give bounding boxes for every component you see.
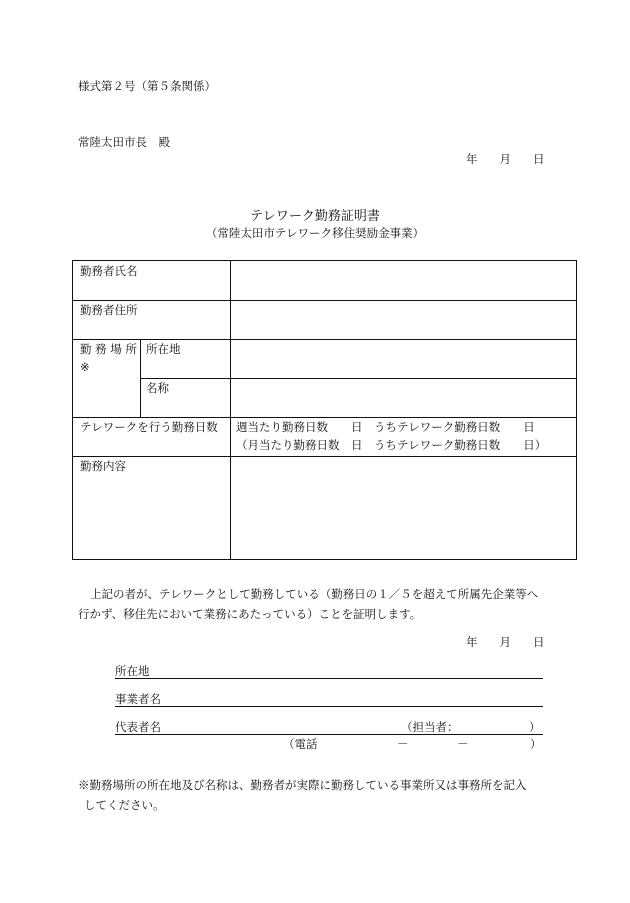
- certification-date: [466, 637, 545, 649]
- col-divider: [230, 339, 231, 417]
- signature-representative-label: 代表者名: [115, 719, 161, 734]
- phone-dash-2: －: [457, 737, 469, 751]
- work-content-label: 勤務内容: [80, 459, 126, 473]
- workplace-mark: ※: [80, 360, 90, 374]
- footnote-line-1: ※勤務場所の所在地及び名称は、勤務者が実際に勤務している事業所又は事務所を記入: [78, 778, 527, 792]
- row-divider: [73, 417, 576, 418]
- name-label: 名称: [146, 381, 169, 395]
- date-year: 年: [466, 635, 478, 649]
- col-divider: [230, 261, 231, 300]
- worker-address-field[interactable]: [232, 301, 574, 337]
- footnote-line-2: してください。: [84, 798, 165, 812]
- name-field[interactable]: [232, 379, 574, 415]
- col-divider: [140, 339, 141, 417]
- phone-dash-1: －: [397, 737, 409, 751]
- location-field[interactable]: [232, 340, 574, 376]
- weekly-days-line: 週当たり勤務日数 日 うちテレワーク勤務日数 日: [236, 420, 535, 434]
- monthly-days-line: （月当たり勤務日数 日 うちテレワーク勤務日数 日）: [236, 438, 547, 452]
- work-content-field[interactable]: [232, 458, 574, 557]
- location-label: 所在地: [146, 342, 181, 356]
- certification-text: [78, 584, 556, 624]
- certification-line-2: 行かず、移住先において業務にあたっている）ことを証明します。: [78, 607, 422, 621]
- addressee: 常陸太田市長 殿: [78, 135, 170, 149]
- document-subtitle: （常陸太田市テレワーク移住奨励金事業）: [205, 226, 425, 240]
- form-number: 様式第２号（第５条関係）: [78, 79, 216, 93]
- worker-name-label: 勤務者氏名: [80, 264, 138, 278]
- date-day: 日: [533, 152, 545, 166]
- worker-address-label: 勤務者住所: [80, 303, 138, 317]
- telework-days-label: テレワークを行う勤務日数: [80, 420, 218, 434]
- document-title: テレワーク勤務証明書: [250, 209, 380, 224]
- col-divider: [230, 300, 231, 339]
- phone-close: ）: [530, 737, 542, 751]
- phone-open: （電話: [283, 737, 318, 751]
- location-signature-line[interactable]: [115, 664, 543, 679]
- date-month: 月: [499, 152, 511, 166]
- date-month: 月: [499, 635, 511, 649]
- certification-line-1: 上記の者が、テレワークとして勤務している（勤務日の１／５を超えて所属先企業等へ: [90, 587, 539, 601]
- contact-person-close: ）: [529, 719, 541, 734]
- worker-name-field[interactable]: [232, 262, 574, 298]
- signature-business-name-label: 事業者名: [115, 691, 161, 706]
- date-day: 日: [533, 635, 545, 649]
- date-year: 年: [466, 152, 478, 166]
- contact-person-label: （担当者：: [401, 719, 459, 734]
- representative-signature-line[interactable]: [115, 720, 543, 735]
- footnote: [78, 775, 558, 815]
- row-divider: [73, 456, 576, 457]
- issue-date: [466, 154, 545, 166]
- business-name-signature-line[interactable]: [115, 692, 543, 707]
- certificate-table: [72, 260, 577, 560]
- workplace-label: 勤 務 場 所: [80, 342, 137, 356]
- signature-location-label: 所在地: [115, 663, 150, 678]
- col-divider: [230, 417, 231, 559]
